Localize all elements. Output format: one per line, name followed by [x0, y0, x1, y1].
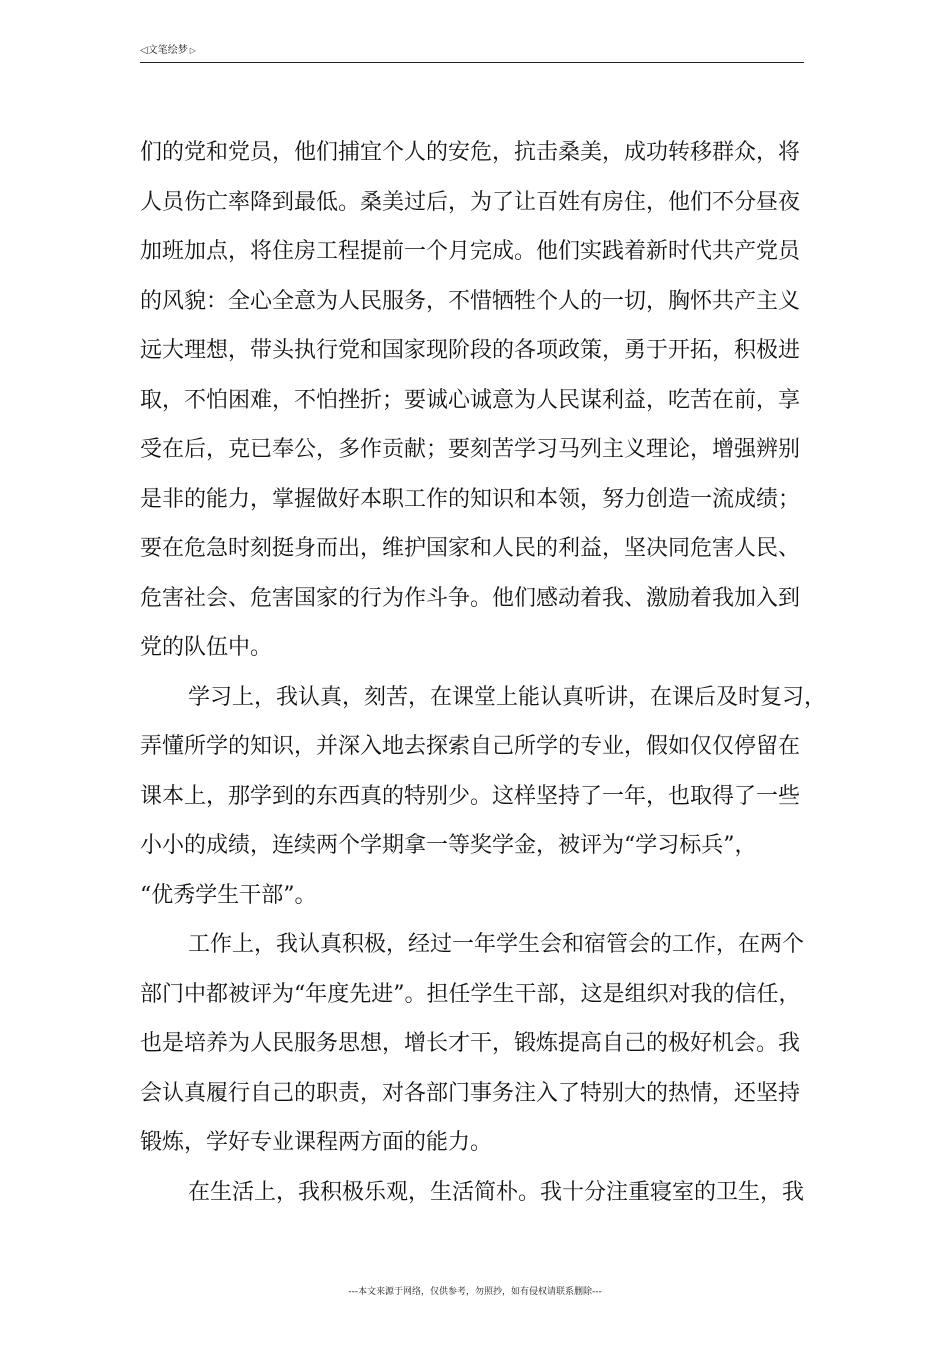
text-line: 远大理想，带头执行党和国家现阶段的各项政策，勇于开拓，积极进 — [140, 338, 801, 363]
text-line: 也是培养为人民服务思想，增长才干，锻炼提高自己的极好机会。我 — [140, 1031, 801, 1056]
text-line: 取，不怕困难，不怕挫折；要诚心诚意为人民谋利益，吃苦在前，享 — [140, 387, 801, 413]
text-line: 们的党和党员，他们捕宜个人的安危，抗击桑美，成功转移群众，将 — [140, 140, 801, 165]
text-line: 课本上，那学到的东西真的特别少。这样坚持了一年，也取得了一些 — [140, 783, 801, 809]
page-header — [140, 44, 804, 63]
text-line: “优秀学生干部”。 — [140, 882, 317, 908]
text-line: 工作上，我认真积极，经过一年学生会和宿管会的工作，在两个 — [188, 932, 805, 957]
text-line: 在生活上，我积极乐观，生活简朴。我十分注重寝室的卫生，我 — [188, 1179, 805, 1205]
header-title: 文笔绘梦 — [147, 45, 188, 56]
text-line: 加班加点，将住房工程提前一个月完成。他们实践着新时代共产党员 — [140, 239, 801, 264]
header-title-group — [140, 44, 196, 58]
text-line: 会认真履行自己的职责，对各部门事务注入了特别大的热情，还坚持 — [140, 1080, 801, 1106]
text-line: 人员伤亡率降到最低。桑美过后，为了让百姓有房住，他们不分昼夜 — [140, 189, 801, 215]
text-line: 弄懂所学的知识，并深入地去探索自己所学的专业，假如仅仅停留在 — [140, 734, 801, 759]
text-line: 的风貌：全心全意为人民服务，不惜牺牲个人的一切，胸怀共产主义 — [140, 288, 801, 314]
document-body — [140, 128, 827, 1217]
triangle-right-icon: ▷ — [189, 46, 196, 55]
page-footer: ---本文来源于网络，仅供参考，勿照抄，如有侵权请联系删除--- — [348, 1287, 602, 1297]
text-line: 部门中都被评为“年度先进”。担任学生干部，这是组织对我的信任， — [140, 981, 801, 1007]
text-line: 锻炼，学好专业课程两方面的能力。 — [140, 1130, 493, 1155]
text-line: 受在后，克已奉公，多作贡献；要刻苦学习马列主义理论，增强辨别 — [140, 437, 801, 462]
text-line: 学习上，我认真，刻苦，在课堂上能认真听讲，在课后及时复习， — [188, 684, 827, 710]
triangle-left-icon: ◁ — [140, 45, 148, 56]
text-line: 是非的能力，掌握做好本职工作的知识和本领，努力创造一流成绩； — [140, 486, 801, 512]
text-line: 小小的成绩，连续两个学期拿一等奖学金，被评为“学习标兵”， — [140, 833, 757, 858]
text-line: 要在危急时刻挺身而出，维护国家和人民的利益，坚决同危害人民、 — [140, 536, 801, 561]
text-line: 党的队伍中。 — [140, 635, 273, 660]
text-line: 危害社会、危害国家的行为作斗争。他们感动着我、激励着我加入到 — [140, 585, 801, 611]
